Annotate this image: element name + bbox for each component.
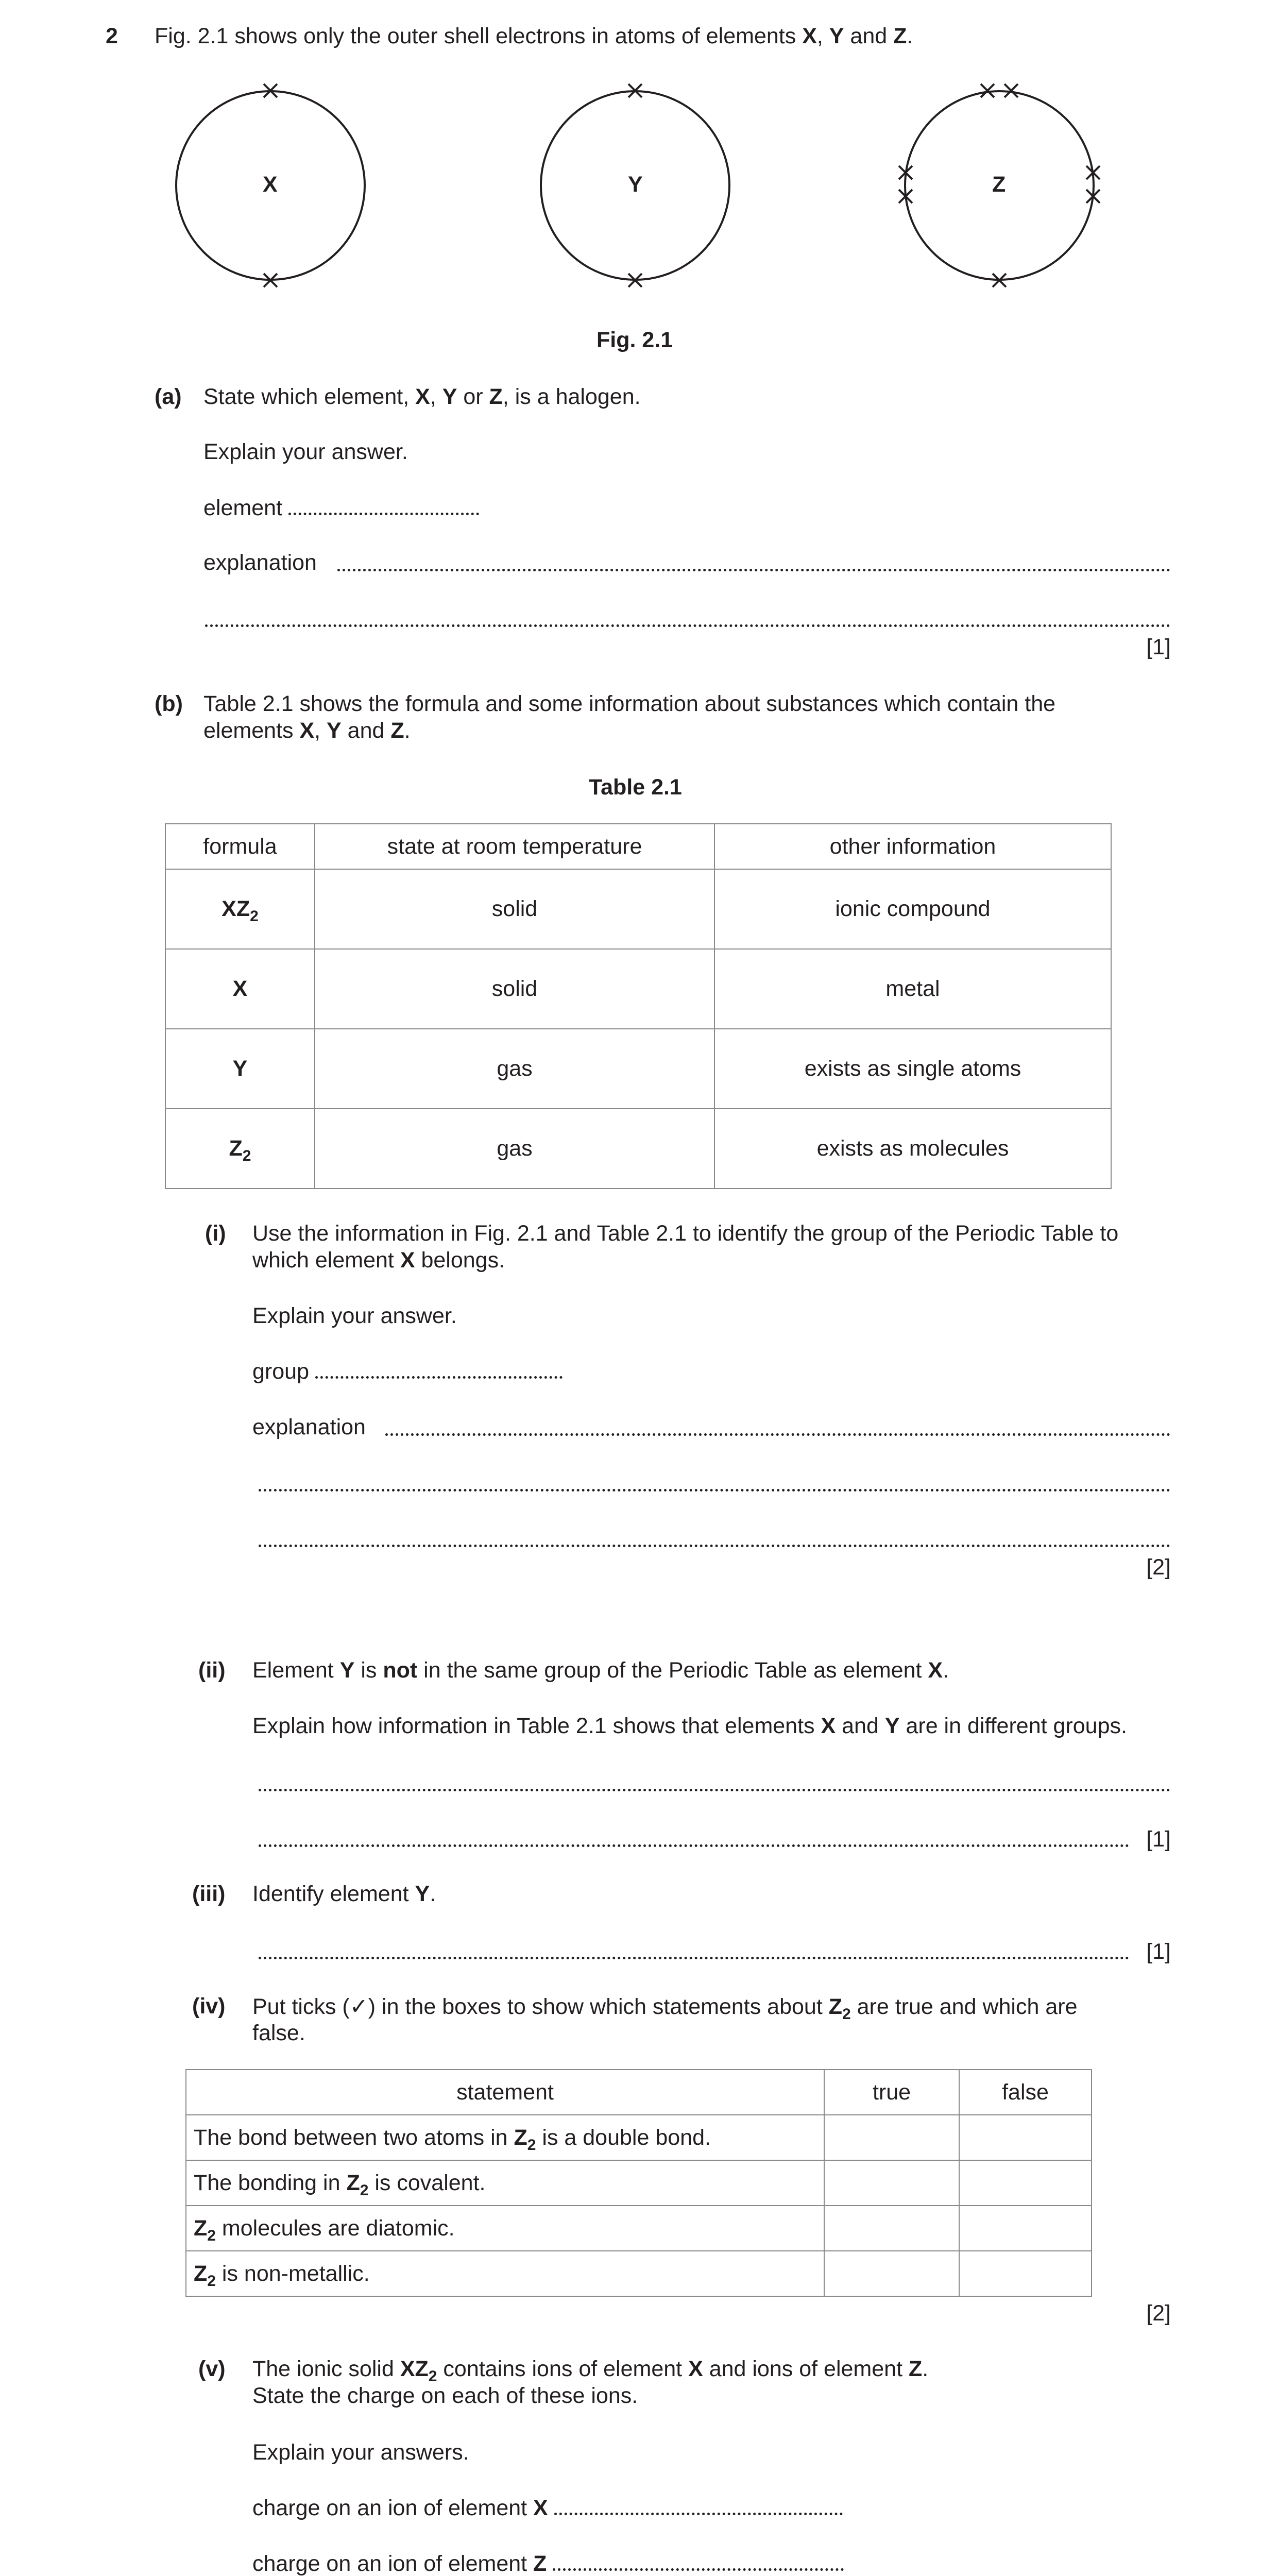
part-b-v-charge-x-answer[interactable]: charge on an ion of element X bbox=[252, 2496, 843, 2521]
column-header: false bbox=[959, 2070, 1092, 2115]
formula-cell: X bbox=[165, 949, 315, 1029]
part-b-iii-marks: [1] bbox=[1146, 1939, 1171, 1964]
part-b-i-marks: [2] bbox=[1146, 1555, 1171, 1580]
part-b-label: (b) bbox=[155, 691, 183, 716]
false-tick-box[interactable] bbox=[959, 2251, 1092, 2296]
part-b-i-label: (i) bbox=[205, 1221, 226, 1246]
part-b-i-explanation-line-1[interactable] bbox=[385, 1433, 1170, 1436]
part-b-v-question-line-1: The ionic solid $XZ_2$ contains ions of element X and ions of element Z. bbox=[252, 2357, 929, 2385]
part-b-i-question-line-2: which element X belongs. bbox=[252, 1248, 505, 1273]
part-a-explanation-line-1[interactable] bbox=[337, 569, 1170, 571]
true-tick-box[interactable] bbox=[824, 2160, 959, 2206]
part-b-v-charge-z-answer[interactable]: charge on an ion of element Z bbox=[252, 2551, 844, 2576]
part-a-element-answer[interactable]: element bbox=[203, 496, 479, 521]
info-cell: exists as molecules bbox=[714, 1109, 1111, 1189]
state-cell: solid bbox=[315, 949, 714, 1029]
formula-cell: $Z_2$ bbox=[165, 1109, 315, 1189]
state-cell: gas bbox=[315, 1109, 714, 1189]
part-a-instruction: Explain your answer. bbox=[203, 439, 408, 464]
info-cell: exists as single atoms bbox=[714, 1029, 1111, 1109]
figure-caption: Fig. 2.1 bbox=[597, 328, 673, 352]
state-cell: gas bbox=[315, 1029, 714, 1109]
info-cell: ionic compound bbox=[714, 869, 1111, 949]
part-b-v-question-line-2: State the charge on each of these ions. bbox=[252, 2383, 638, 2408]
part-b-ii-label: (ii) bbox=[198, 1658, 226, 1683]
part-b-iii-label: (iii) bbox=[192, 1882, 226, 1906]
part-b-question-line-2: elements X, Y and Z. bbox=[203, 718, 411, 743]
table-row bbox=[165, 949, 1111, 1029]
atom-label-z: Z bbox=[992, 172, 1006, 197]
part-b-iv-marks: [2] bbox=[1146, 2301, 1171, 2326]
part-a-label: (a) bbox=[155, 384, 182, 409]
table-row bbox=[186, 2115, 1092, 2160]
atom-label-y: Y bbox=[628, 172, 643, 197]
part-a-explanation-line-2[interactable] bbox=[205, 624, 1170, 627]
part-b-ii-question-line-1: Element Y is not in the same group of the Periodic Table as element X. bbox=[252, 1658, 949, 1683]
part-b-v-instruction: Explain your answers. bbox=[252, 2440, 469, 2465]
table-row bbox=[165, 869, 1111, 949]
table-row bbox=[165, 1109, 1111, 1189]
part-b-iii-answer-line[interactable] bbox=[259, 1957, 1129, 1959]
part-b-i-question-line-1: Use the information in Fig. 2.1 and Table 2.1 to identify the group of the Periodic Table to bbox=[252, 1221, 1119, 1246]
statement-cell: The bond between two atoms in $Z_2$ is a double bond. bbox=[186, 2115, 824, 2160]
statements-table bbox=[185, 2069, 1092, 2297]
statement-cell: $Z_2$ is non-metallic. bbox=[186, 2251, 824, 2296]
table-row bbox=[165, 1029, 1111, 1109]
part-b-i-explanation-line-3[interactable] bbox=[259, 1545, 1170, 1547]
false-tick-box[interactable] bbox=[959, 2206, 1092, 2251]
column-header: state at room temperature bbox=[315, 824, 714, 869]
table-row bbox=[186, 2251, 1092, 2296]
true-tick-box[interactable] bbox=[824, 2115, 959, 2160]
table-header-row bbox=[165, 824, 1111, 869]
part-b-ii-answer-line-1[interactable] bbox=[259, 1789, 1170, 1791]
part-b-v-label: (v) bbox=[198, 2357, 226, 2381]
table-row bbox=[186, 2160, 1092, 2206]
column-header: formula bbox=[165, 824, 315, 869]
true-tick-box[interactable] bbox=[824, 2206, 959, 2251]
part-b-i-explanation-label: explanation bbox=[252, 1415, 366, 1439]
part-b-question-line-1: Table 2.1 shows the formula and some information about substances which contain the bbox=[203, 691, 1056, 716]
table-row bbox=[186, 2206, 1092, 2251]
column-header: statement bbox=[186, 2070, 824, 2115]
false-tick-box[interactable] bbox=[959, 2160, 1092, 2206]
statement-cell: $Z_2$ molecules are diatomic. bbox=[186, 2206, 824, 2251]
table-2-1-caption: Table 2.1 bbox=[589, 775, 682, 800]
part-b-i-instruction: Explain your answer. bbox=[252, 1303, 457, 1328]
true-tick-box[interactable] bbox=[824, 2251, 959, 2296]
info-cell: metal bbox=[714, 949, 1111, 1029]
part-b-i-group-answer[interactable]: group bbox=[252, 1359, 563, 1384]
question-number: 2 bbox=[106, 24, 118, 48]
column-header: true bbox=[824, 2070, 959, 2115]
table-2-1 bbox=[165, 823, 1112, 1189]
question-intro: Fig. 2.1 shows only the outer shell electrons in atoms of elements X, Y and Z. bbox=[155, 24, 913, 48]
atom-label-x: X bbox=[263, 172, 278, 197]
column-header: other information bbox=[714, 824, 1111, 869]
statement-cell: The bonding in $Z_2$ is covalent. bbox=[186, 2160, 824, 2206]
part-b-ii-question-line-2: Explain how information in Table 2.1 shows that elements X and Y are in different groups. bbox=[252, 1714, 1127, 1738]
part-b-iv-label: (iv) bbox=[192, 1994, 226, 2019]
part-b-i-explanation-line-2[interactable] bbox=[259, 1489, 1170, 1492]
false-tick-box[interactable] bbox=[959, 2115, 1092, 2160]
part-b-iv-question-line-1: Put ticks (✓) in the boxes to show which statements about $Z_2$ are true and which are bbox=[252, 1994, 1078, 2023]
part-a-question: State which element, X, Y or Z, is a halogen. bbox=[203, 384, 641, 409]
part-b-iv-question-line-2: false. bbox=[252, 2021, 305, 2045]
formula-cell: Y bbox=[165, 1029, 315, 1109]
part-a-explanation-label: explanation bbox=[203, 550, 317, 575]
part-b-ii-marks: [1] bbox=[1146, 1827, 1171, 1852]
part-a-marks: [1] bbox=[1146, 635, 1171, 659]
state-cell: solid bbox=[315, 869, 714, 949]
part-b-iii-question: Identify element Y. bbox=[252, 1882, 436, 1906]
table-header-row bbox=[186, 2070, 1092, 2115]
formula-cell: $XZ_2$ bbox=[165, 869, 315, 949]
part-b-ii-answer-line-2[interactable] bbox=[259, 1844, 1129, 1847]
